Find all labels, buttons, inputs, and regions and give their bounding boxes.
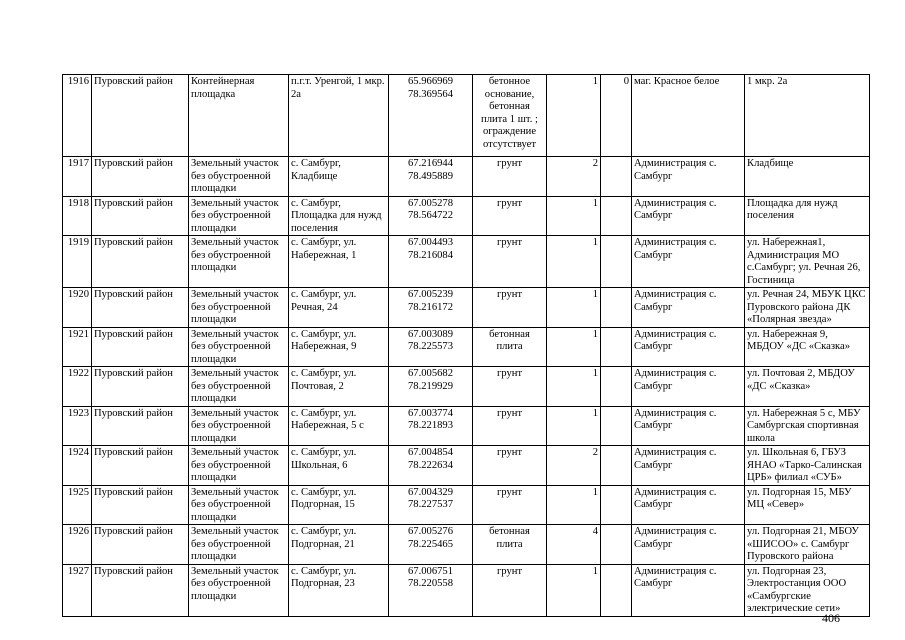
district-cell: Пуровский район bbox=[92, 564, 189, 616]
row-number-cell: 1923 bbox=[63, 406, 92, 446]
row-number-cell: 1921 bbox=[63, 327, 92, 367]
owner-cell: Администрация с. Самбург bbox=[632, 196, 745, 236]
container-count-cell: 1 bbox=[547, 75, 601, 157]
table-row bbox=[63, 564, 870, 616]
waste-sources-cell: ул. Почтовая 2, МБДОУ «ДС «Сказка» bbox=[745, 367, 870, 407]
container-count-cell: 1 bbox=[547, 196, 601, 236]
surface-cell: грунт bbox=[473, 367, 547, 407]
table-row bbox=[63, 157, 870, 197]
coordinates-cell: 67.006751 78.220558 bbox=[389, 564, 473, 616]
surface-cell: бетонная плита bbox=[473, 327, 547, 367]
address-cell: п.г.т. Уренгой, 1 мкр. 2а bbox=[289, 75, 389, 157]
row-number-cell: 1916 bbox=[63, 75, 92, 157]
row-number-cell: 1926 bbox=[63, 525, 92, 565]
extra-count-cell bbox=[601, 446, 632, 486]
surface-cell: бетонное основание, бетонная плита 1 шт. ; ограждение отсутствует bbox=[473, 75, 547, 157]
site-type-cell: Земельный участок без обустроенной площадки bbox=[189, 446, 289, 486]
surface-cell: грунт bbox=[473, 157, 547, 197]
district-cell: Пуровский район bbox=[92, 327, 189, 367]
container-count-cell: 1 bbox=[547, 327, 601, 367]
district-cell: Пуровский район bbox=[92, 485, 189, 525]
surface-cell: грунт bbox=[473, 406, 547, 446]
coordinates-cell: 67.005276 78.225465 bbox=[389, 525, 473, 565]
row-number-cell: 1925 bbox=[63, 485, 92, 525]
site-type-cell: Земельный участок без обустроенной площадки bbox=[189, 288, 289, 328]
district-cell: Пуровский район bbox=[92, 75, 189, 157]
table-body bbox=[63, 75, 870, 617]
owner-cell: Администрация с. Самбург bbox=[632, 406, 745, 446]
address-cell: с. Самбург, Площадка для нужд поселения bbox=[289, 196, 389, 236]
table-row bbox=[63, 236, 870, 288]
container-count-cell: 1 bbox=[547, 564, 601, 616]
district-cell: Пуровский район bbox=[92, 196, 189, 236]
owner-cell: Администрация с. Самбург bbox=[632, 446, 745, 486]
surface-cell: грунт bbox=[473, 485, 547, 525]
coordinates-cell: 67.005278 78.564722 bbox=[389, 196, 473, 236]
site-type-cell: Земельный участок без обустроенной площадки bbox=[189, 564, 289, 616]
coordinates-cell: 67.004493 78.216084 bbox=[389, 236, 473, 288]
site-type-cell: Земельный участок без обустроенной площадки bbox=[189, 236, 289, 288]
district-cell: Пуровский район bbox=[92, 288, 189, 328]
address-cell: с. Самбург, ул. Речная, 24 bbox=[289, 288, 389, 328]
address-cell: с. Самбург, ул. Набережная, 1 bbox=[289, 236, 389, 288]
owner-cell: Администрация с. Самбург bbox=[632, 564, 745, 616]
surface-cell: бетонная плита bbox=[473, 525, 547, 565]
extra-count-cell bbox=[601, 485, 632, 525]
owner-cell: маг. Красное белое bbox=[632, 75, 745, 157]
address-cell: с. Самбург, Кладбище bbox=[289, 157, 389, 197]
owner-cell: Администрация с. Самбург bbox=[632, 327, 745, 367]
table-row bbox=[63, 288, 870, 328]
coordinates-cell: 67.003089 78.225573 bbox=[389, 327, 473, 367]
district-cell: Пуровский район bbox=[92, 367, 189, 407]
waste-sources-cell: ул. Подгорная 21, МБОУ «ШИСОО» с. Самбург Пуровского района bbox=[745, 525, 870, 565]
coordinates-cell: 67.216944 78.495889 bbox=[389, 157, 473, 197]
table-row bbox=[63, 406, 870, 446]
extra-count-cell bbox=[601, 157, 632, 197]
waste-sources-cell: Площадка для нужд поселения bbox=[745, 196, 870, 236]
district-cell: Пуровский район bbox=[92, 406, 189, 446]
address-cell: с. Самбург, ул. Подгорная, 21 bbox=[289, 525, 389, 565]
waste-sources-cell: ул. Набережная1, Администрация МО с.Самбург; ул. Речная 26, Гостиница bbox=[745, 236, 870, 288]
district-cell: Пуровский район bbox=[92, 525, 189, 565]
page-number: 406 bbox=[822, 611, 840, 625]
address-cell: с. Самбург, ул. Набережная, 9 bbox=[289, 327, 389, 367]
coordinates-cell: 67.004854 78.222634 bbox=[389, 446, 473, 486]
surface-cell: грунт bbox=[473, 564, 547, 616]
container-count-cell: 1 bbox=[547, 288, 601, 328]
registry-table bbox=[62, 74, 870, 617]
district-cell: Пуровский район bbox=[92, 157, 189, 197]
surface-cell: грунт bbox=[473, 288, 547, 328]
coordinates-cell: 67.005682 78.219929 bbox=[389, 367, 473, 407]
extra-count-cell bbox=[601, 525, 632, 565]
container-count-cell: 1 bbox=[547, 367, 601, 407]
extra-count-cell bbox=[601, 367, 632, 407]
extra-count-cell: 0 bbox=[601, 75, 632, 157]
site-type-cell: Земельный участок без обустроенной площадки bbox=[189, 327, 289, 367]
coordinates-cell: 67.003774 78.221893 bbox=[389, 406, 473, 446]
coordinates-cell: 67.005239 78.216172 bbox=[389, 288, 473, 328]
container-count-cell: 1 bbox=[547, 236, 601, 288]
row-number-cell: 1920 bbox=[63, 288, 92, 328]
owner-cell: Администрация с. Самбург bbox=[632, 367, 745, 407]
site-type-cell: Земельный участок без обустроенной площадки bbox=[189, 485, 289, 525]
address-cell: с. Самбург, ул. Набережная, 5 с bbox=[289, 406, 389, 446]
row-number-cell: 1927 bbox=[63, 564, 92, 616]
owner-cell: Администрация с. Самбург bbox=[632, 236, 745, 288]
container-count-cell: 2 bbox=[547, 446, 601, 486]
site-type-cell: Земельный участок без обустроенной площадки bbox=[189, 525, 289, 565]
table-row bbox=[63, 327, 870, 367]
row-number-cell: 1924 bbox=[63, 446, 92, 486]
owner-cell: Администрация с. Самбург bbox=[632, 157, 745, 197]
owner-cell: Администрация с. Самбург bbox=[632, 288, 745, 328]
table-row bbox=[63, 525, 870, 565]
row-number-cell: 1918 bbox=[63, 196, 92, 236]
extra-count-cell bbox=[601, 564, 632, 616]
site-type-cell: Контейнерная площадка bbox=[189, 75, 289, 157]
container-count-cell: 1 bbox=[547, 485, 601, 525]
row-number-cell: 1922 bbox=[63, 367, 92, 407]
table-row bbox=[63, 367, 870, 407]
surface-cell: грунт bbox=[473, 446, 547, 486]
extra-count-cell bbox=[601, 327, 632, 367]
container-count-cell: 2 bbox=[547, 157, 601, 197]
table-row bbox=[63, 446, 870, 486]
address-cell: с. Самбург, ул. Подгорная, 23 bbox=[289, 564, 389, 616]
site-type-cell: Земельный участок без обустроенной площадки bbox=[189, 157, 289, 197]
district-cell: Пуровский район bbox=[92, 236, 189, 288]
site-type-cell: Земельный участок без обустроенной площадки bbox=[189, 367, 289, 407]
surface-cell: грунт bbox=[473, 196, 547, 236]
district-cell: Пуровский район bbox=[92, 446, 189, 486]
coordinates-cell: 65.966969 78.369564 bbox=[389, 75, 473, 157]
address-cell: с. Самбург, ул. Школьная, 6 bbox=[289, 446, 389, 486]
waste-sources-cell: ул. Школьная 6, ГБУЗ ЯНАО «Тарко-Салинская ЦРБ» филиал «СУБ» bbox=[745, 446, 870, 486]
container-count-cell: 4 bbox=[547, 525, 601, 565]
site-type-cell: Земельный участок без обустроенной площадки bbox=[189, 196, 289, 236]
waste-sources-cell: 1 мкр. 2а bbox=[745, 75, 870, 157]
waste-sources-cell: ул. Набережная 9, МБДОУ «ДС «Сказка» bbox=[745, 327, 870, 367]
extra-count-cell bbox=[601, 196, 632, 236]
table-row bbox=[63, 196, 870, 236]
extra-count-cell bbox=[601, 406, 632, 446]
extra-count-cell bbox=[601, 236, 632, 288]
address-cell: с. Самбург, ул. Почтовая, 2 bbox=[289, 367, 389, 407]
site-type-cell: Земельный участок без обустроенной площадки bbox=[189, 406, 289, 446]
row-number-cell: 1919 bbox=[63, 236, 92, 288]
waste-sources-cell: ул. Подгорная 23, Электростанция ООО «Самбургские электрические сети» bbox=[745, 564, 870, 616]
surface-cell: грунт bbox=[473, 236, 547, 288]
container-count-cell: 1 bbox=[547, 406, 601, 446]
coordinates-cell: 67.004329 78.227537 bbox=[389, 485, 473, 525]
waste-sources-cell: ул. Речная 24, МБУК ЦКС Пуровского района ДК «Полярная звезда» bbox=[745, 288, 870, 328]
waste-sources-cell: Кладбище bbox=[745, 157, 870, 197]
owner-cell: Администрация с. Самбург bbox=[632, 525, 745, 565]
row-number-cell: 1917 bbox=[63, 157, 92, 197]
address-cell: с. Самбург, ул. Подгорная, 15 bbox=[289, 485, 389, 525]
table-row bbox=[63, 485, 870, 525]
extra-count-cell bbox=[601, 288, 632, 328]
owner-cell: Администрация с. Самбург bbox=[632, 485, 745, 525]
waste-sources-cell: ул. Набережная 5 с, МБУ Самбургская спортивная школа bbox=[745, 406, 870, 446]
table-row bbox=[63, 75, 870, 157]
waste-sources-cell: ул. Подгорная 15, МБУ МЦ «Север» bbox=[745, 485, 870, 525]
